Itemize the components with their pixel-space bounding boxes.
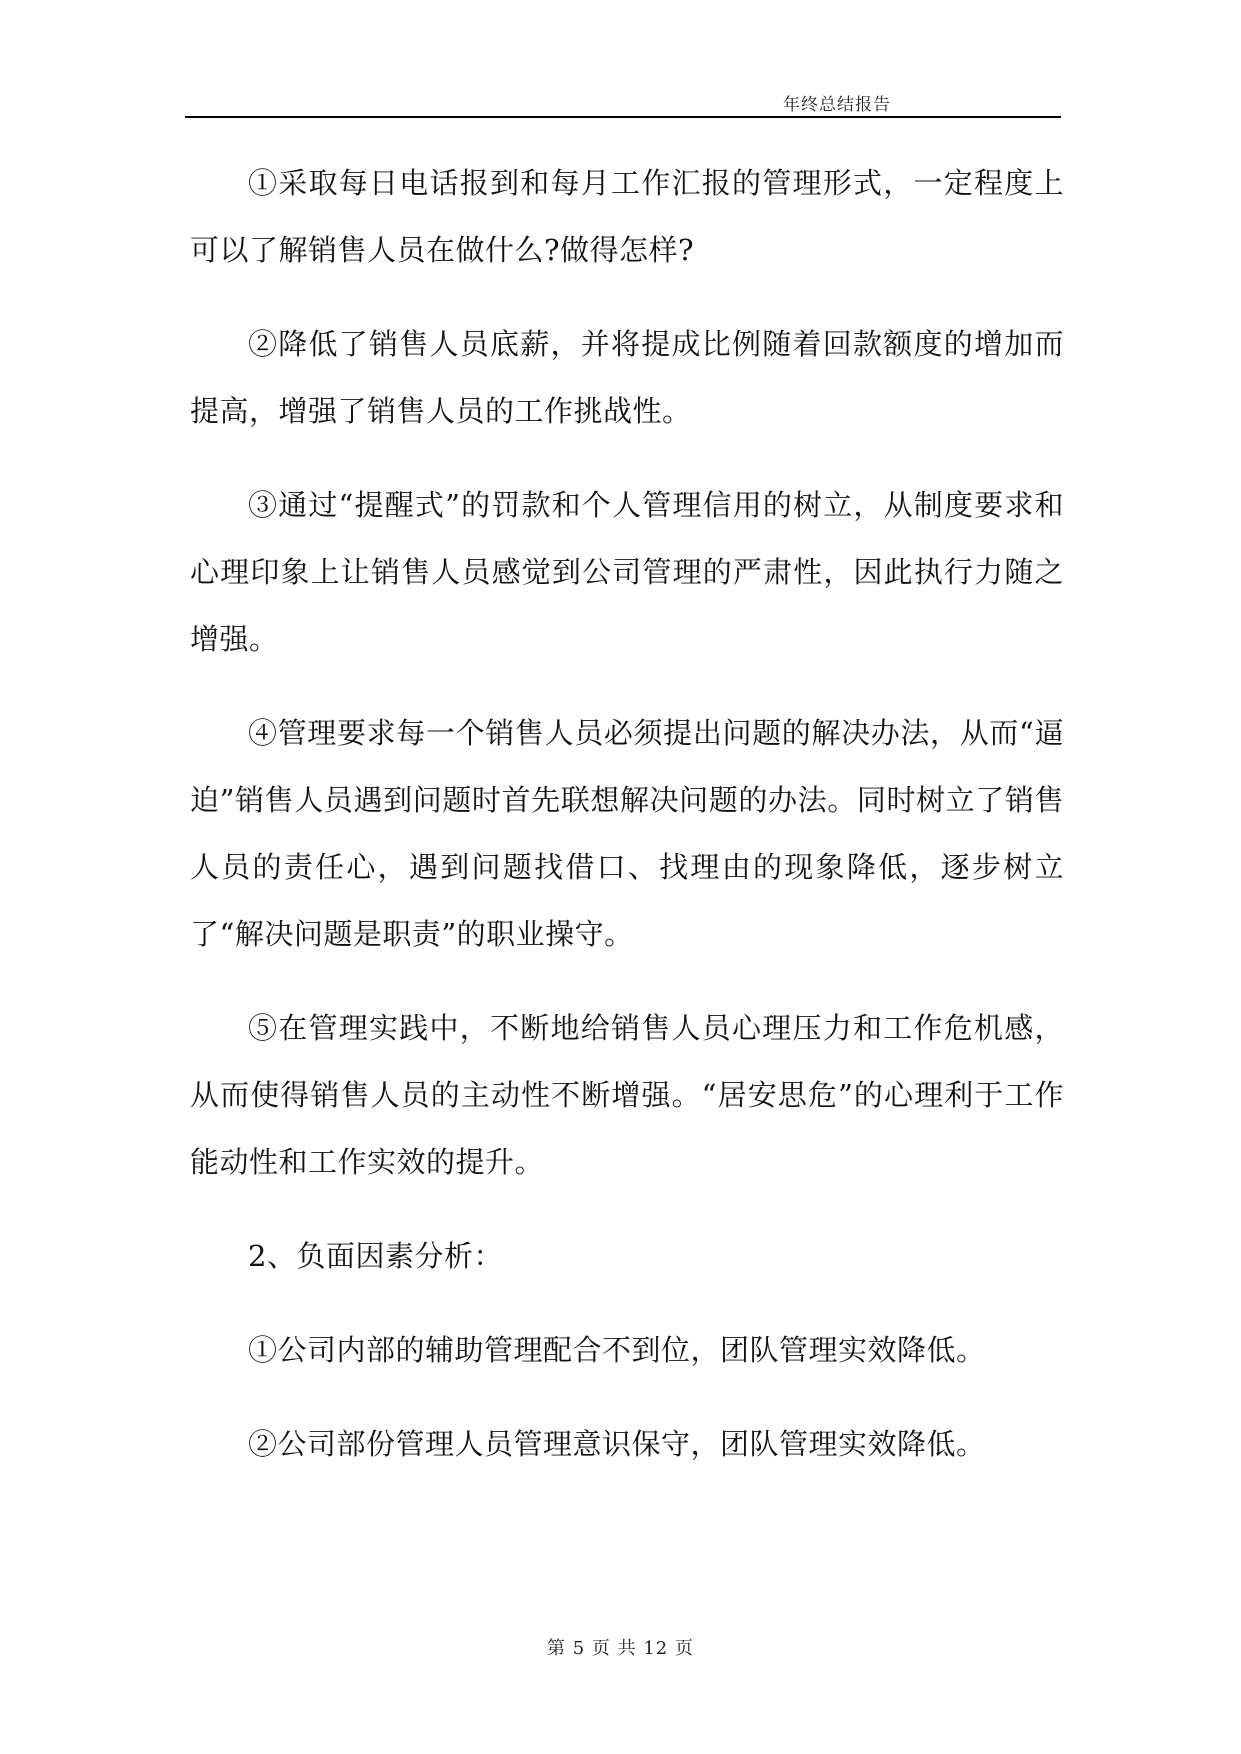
paragraph-6: ①公司内部的辅助管理配合不到位，团队管理实效降低。 bbox=[248, 1333, 986, 1367]
section-heading: 2、负面因素分析： bbox=[248, 1239, 503, 1273]
page-number: 第 5 页 共 12 页 bbox=[547, 1638, 694, 1659]
paragraph-2: ②降低了销售人员底薪，并将提成比例随着回款额度的增加而提高，增强了销售人员的工作挑战性。 bbox=[190, 327, 1064, 428]
paragraph-1: ①采取每日电话报到和每月工作汇报的管理形式，一定程度上可以了解销售人员在做什么?做得怎样? bbox=[190, 166, 1064, 267]
paragraph-5: ⑤在管理实践中，不断地给销售人员心理压力和工作危机感，从而使得销售人员的主动性不断增强。“居安思危”的心理利于工作能动性和工作实效的提升。 bbox=[190, 1011, 1064, 1179]
header-title: 年终总结报告 bbox=[783, 95, 891, 115]
page-footer bbox=[0, 1634, 1241, 1660]
paragraph-7: ②公司部份管理人员管理意识保守，团队管理实效降低。 bbox=[248, 1427, 986, 1461]
document-body bbox=[190, 150, 1064, 1505]
paragraph-4: ④管理要求每一个销售人员必须提出问题的解决办法，从而“逼迫”销售人员遇到问题时首先联想解决问题的办法。同时树立了销售人员的责任心，遇到问题找借口、找理由的现象降低，逐步树立了“解决问题是职责”的职业操守。 bbox=[190, 716, 1064, 951]
page-header bbox=[185, 86, 1061, 118]
paragraph-3: ③通过“提醒式”的罚款和个人管理信用的树立，从制度要求和心理印象上让销售人员感觉到公司管理的严肃性，因此执行力随之增强。 bbox=[190, 488, 1064, 656]
